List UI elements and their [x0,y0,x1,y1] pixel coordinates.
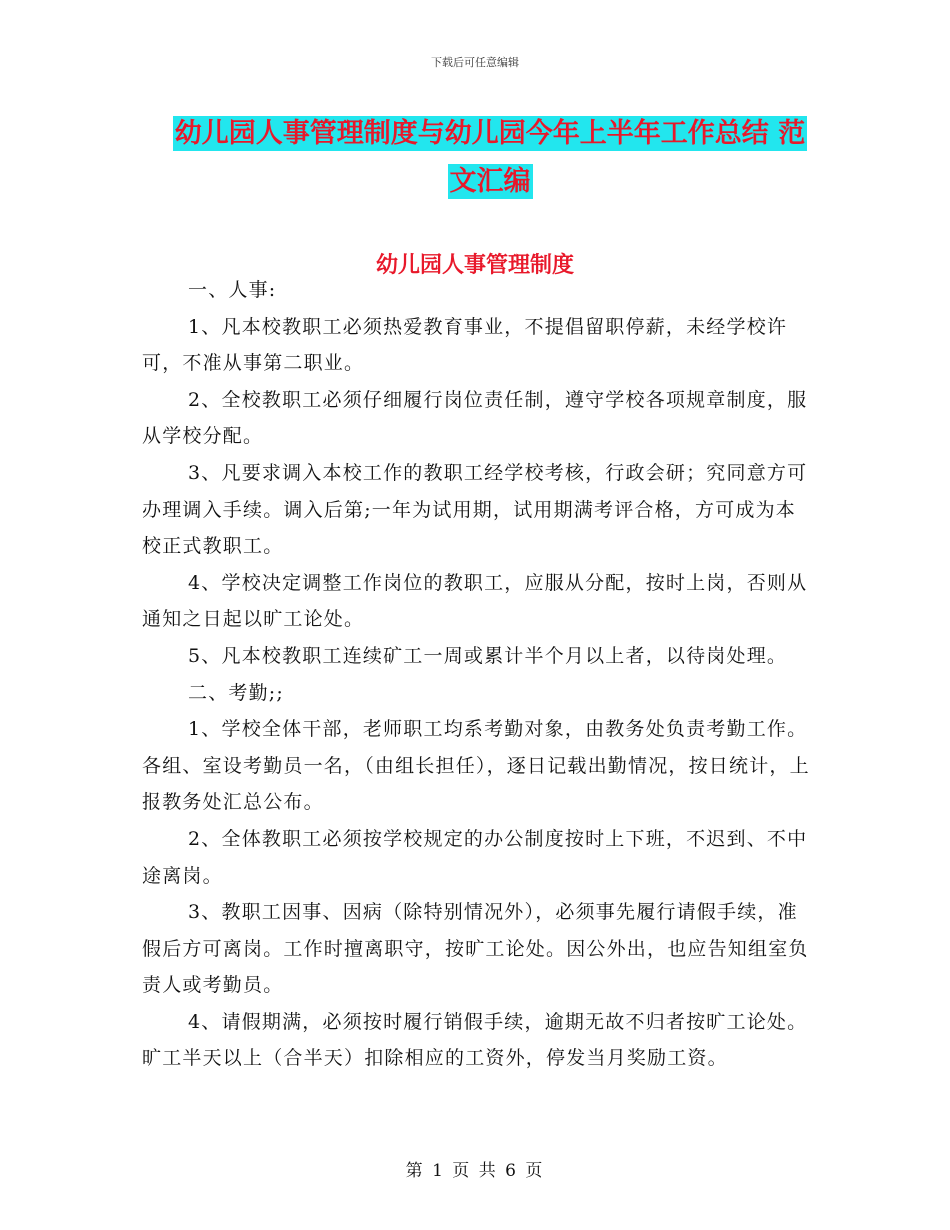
paragraph: 4、学校决定调整工作岗位的教职工，应服从分配，按时上岗，否则从通知之日起以旷工论处。 [142,571,808,631]
paragraph: 二、考勤;; [188,681,285,704]
section-title: 幼儿园人事管理制度 [375,253,574,278]
document-title-line-1: 幼儿园人事管理制度与幼儿园今年上半年工作总结 范 [174,118,806,149]
paragraph: 3、凡要求调入本校工作的教职工经学校考核，行政会研；究同意方可办理调入手续。调入后第;一年为试用期，试用期满考评合格，方可成为本校正式教职工。 [142,461,808,558]
document-title-line-2: 文汇编 [449,166,531,197]
paragraph: 2、全校教职工必须仔细履行岗位责任制，遵守学校各项规章制度，服从学校分配。 [142,388,808,448]
document-body [142,272,812,1077]
paragraph: 1、学校全体干部，老师职工均系考勤对象，由教务处负责考勤工作。各组、室设考勤员一名，（由组长担任），逐日记载出勤情况，按日统计，上报教务处汇总公布。 [142,718,810,814]
paragraph: 4、请假期满，必须按时履行销假手续，逾期无故不归者按旷工论处。旷工半天以上（合半天）扣除相应的工资外，停发当月奖励工资。 [142,1010,808,1070]
paragraph: 3、教职工因事、因病（除特别情况外），必须事先履行请假手续，准假后方可离岗。工作时擅离职守，按旷工论处。因公外出，也应告知组室负责人或考勤员。 [142,901,809,997]
page-footer-number: 第 1 页 共 6 页 [405,1161,545,1181]
paragraph: 一、人事: [188,279,277,301]
paragraph: 2、全体教职工必须按学校规定的办公制度按时上下班，不迟到、不中途离岗。 [142,827,808,887]
document-title [140,110,840,206]
paragraph: 1、凡本校教职工必须热爱教育事业，不提倡留职停薪，未经学校许可，不准从事第二职业。 [142,315,788,375]
paragraph: 5、凡本校教职工连续矿工一周或累计半个月以上者，以待岗处理。 [188,644,788,667]
page-header-note: 下载后可任意编辑 [431,56,519,69]
